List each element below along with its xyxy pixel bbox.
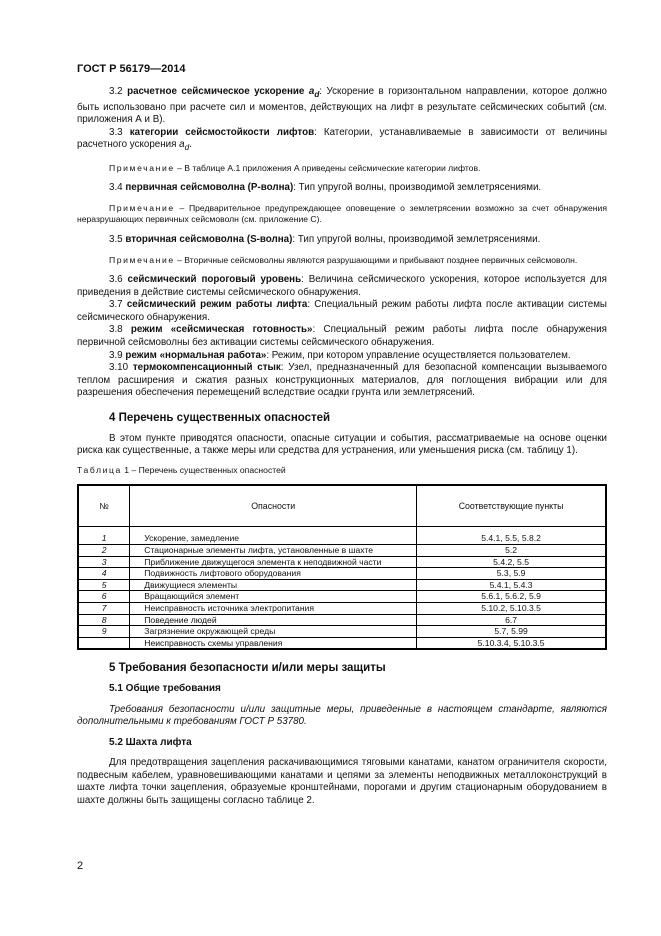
row-hazard: Подвижность лифтового оборудования [130,568,417,580]
row-clauses: 5.3, 5.9 [417,568,606,580]
table-caption [77,464,607,477]
term: сейсмический пороговый уровень [127,274,302,286]
table-caption-text: 1 – Перечень существенных опасностей [121,464,286,475]
row-number: 4 [78,568,130,580]
section-5-1-text: Требования безопасности и/или защитные меры, приведенные в настоящем стандарте, являются дополнительными к требованиям ГОСТ Р 53780. [77,703,607,728]
row-hazard: Стационарные элементы лифта, установленные в шахте [130,544,417,556]
hazards-table [77,484,607,650]
clause-number: 3.5 [109,233,123,245]
table-header-row [78,485,606,527]
clause-number: 3.2 [109,86,123,97]
note-3-4 [77,203,607,226]
definition-text: : Режим, при котором управление осуществляется пользователем. [266,349,571,361]
document-header: ГОСТ Р 56179—2014 [77,63,186,75]
row-clauses: 5.4.2, 5.5 [417,556,606,568]
term: вторичная сейсмоволна (S-волна) [125,233,293,245]
definition-text: Ускорение в горизонтальном направлении, которое должно быть использовано при расчете сил и моментов, действующих на лифт в результате сейсмических событий (см. приложения А и В). [77,86,607,126]
section-5-2-text: Для предотвращения зацепления раскачивающимися тяговыми канатами, канатом ограничителя скорости, подвесным кабелем, уравновешивающими канатами и цепями за элементы неподвижных металлоконструкций в шахте лифта точки зацепления, образуемые кронштейнами, порогами и другим стационарным оборудованием в шахте должны быть защищены согласно таблице 2. [77,757,607,807]
page-number: 2 [77,860,84,872]
period: . [189,139,192,151]
row-clauses: 5.4.1, 5.5, 5.8.2 [417,533,606,544]
table-row [78,602,606,614]
term: расчетное сейсмическое ускорение [127,86,305,97]
table-row [78,568,606,580]
row-hazard: Загрязнение окружающей среды [130,626,417,638]
clause-number: 3.6 [109,274,123,286]
table-row [78,533,606,544]
note-3-5 [77,255,607,267]
table-caption-label: Таблица [77,464,122,475]
row-number: 7 [78,602,130,614]
row-clauses: 6.7 [417,614,606,626]
definition-text: : Тип упругой волны, производимой землетрясениями. [293,182,542,194]
row-hazard: Неисправность источника электропитания [130,602,417,614]
definition-text: : Величина сейсмического ускорения, которое используется для приведения в действие системы сейсмического обнаружения. [77,274,607,298]
row-hazard: Ускорение, замедление [130,533,417,544]
column-header-clauses: Соответствующие пункты [417,485,606,527]
row-hazard: Поведение людей [130,614,417,626]
table-row [78,626,606,638]
clause-number: 3.4 [109,182,123,194]
table-row [78,591,606,603]
term: режим «сейсмическая готовность» [130,324,313,336]
table-row [78,614,606,626]
section-5-title: 5 Требования безопасности и/или меры защиты [109,662,386,675]
note-text: – В таблице А.1 приложения А приведены сейсмические категории лифтов. [174,162,481,173]
row-clauses: 5.10.3.4, 5.10.3.5 [417,637,606,649]
note-label: Примечание [109,202,175,213]
definition-3-5 [77,234,607,247]
definition-text: : Узел, предназначенный для безопасной компенсации вызываемого теплом расширения и сжатия разных конструкционных материалов, для поглощения вибрации или для разрешения обеспечения перемещений вследствие осадки грунта или землетрясений. [77,362,607,399]
note-label: Примечание [109,254,175,265]
clause-number: 3.8 [109,324,123,336]
section-4-title: 4 Перечень существенных опасностей [109,412,331,424]
note-3-3 [77,163,607,175]
row-clauses: 5.7, 5.99 [417,626,606,638]
note-label: Примечание [109,162,175,173]
definition-3-4 [77,182,607,195]
definition-3-7 [77,299,607,324]
symbol-subscript: d [314,89,320,99]
row-number: 6 [78,591,130,603]
term: режим «нормальная работа» [125,349,267,361]
row-clauses: 5.10.2, 5.10.3.5 [417,602,606,614]
term: сейсмический режим работы лифта [126,299,308,311]
definition-3-2 [77,86,607,127]
column-header-hazards: Опасности [130,485,417,527]
note-text: – Предварительное предупреждающее оповещение о землетрясении возможно за счет обнаружения неразрушающих первичных сейсмоволн (см. приложение С). [77,202,607,225]
row-number: 9 [78,626,130,638]
clause-number: 3.7 [109,299,123,311]
symbol-subscript: d [184,143,190,153]
section-4-intro: В этом пункте приводятся опасности, опасные ситуации и события, рассматриваемые на основе оценки риска как существенные, а также меры или средства для устранения, или уменьшения риска (см. таблицу 1). [77,432,607,457]
table-row [78,544,606,556]
row-hazard: Вращающийся элемент [130,591,417,603]
row-number: 1 [78,533,130,544]
definition-3-3 [77,127,607,155]
definition-3-10 [77,362,607,400]
symbol: a [308,86,315,97]
document-body [77,86,607,808]
row-hazard: Неисправность схемы управления [130,637,417,649]
definition-3-6 [77,274,607,299]
row-clauses: 5.2 [417,544,606,556]
clause-number: 3.3 [109,126,123,138]
row-clauses: 5.6.1, 5.6.2, 5.9 [417,591,606,603]
section-5-1-title: 5.1 Общие требования [109,682,221,694]
definition-text: : Специальный режим работы лифта после активации системы сейсмического обнаружения. [77,299,607,323]
section-5-2-title: 5.2 Шахта лифта [109,736,192,748]
note-text: – Вторичные сейсмоволны являются разрушающими и прибывают позднее первичных сейсмоволн. [174,254,578,265]
row-number: 3 [78,556,130,568]
term: категории сейсмостойкости лифтов [129,126,315,138]
term: термокомпенсационный стык [132,362,281,374]
row-number: 2 [78,544,130,556]
column-header-number: № [78,485,130,527]
symbol: a [179,139,185,151]
definition-text: : Категории, устанавливаемые в зависимости от величины расчетного ускорения [77,126,607,151]
definition-text: : Тип упругой волны, производимой землетрясениями. [292,233,541,245]
definition-3-9 [77,350,607,363]
row-hazard: Движущиеся элементы [130,579,417,591]
row-number: 8 [78,614,130,626]
definition-text: : Специальный режим работы лифта после обнаружения первичной сейсмоволны без активации системы сейсмического обнаружения. [77,324,607,349]
clause-number: 3.10 [109,362,129,374]
table-row [78,637,606,649]
row-number: 5 [78,579,130,591]
table-row [78,579,606,591]
term: первичная сейсмоволна (Р-волна) [125,182,294,194]
row-number [78,637,130,649]
row-hazard: Приближение движущегося элемента к неподвижной части [130,556,417,568]
table-row [78,556,606,568]
colon: : [319,86,323,97]
clause-number: 3.9 [109,349,123,361]
definition-3-8 [77,324,607,349]
row-clauses: 5.4.1, 5.4.3 [417,579,606,591]
